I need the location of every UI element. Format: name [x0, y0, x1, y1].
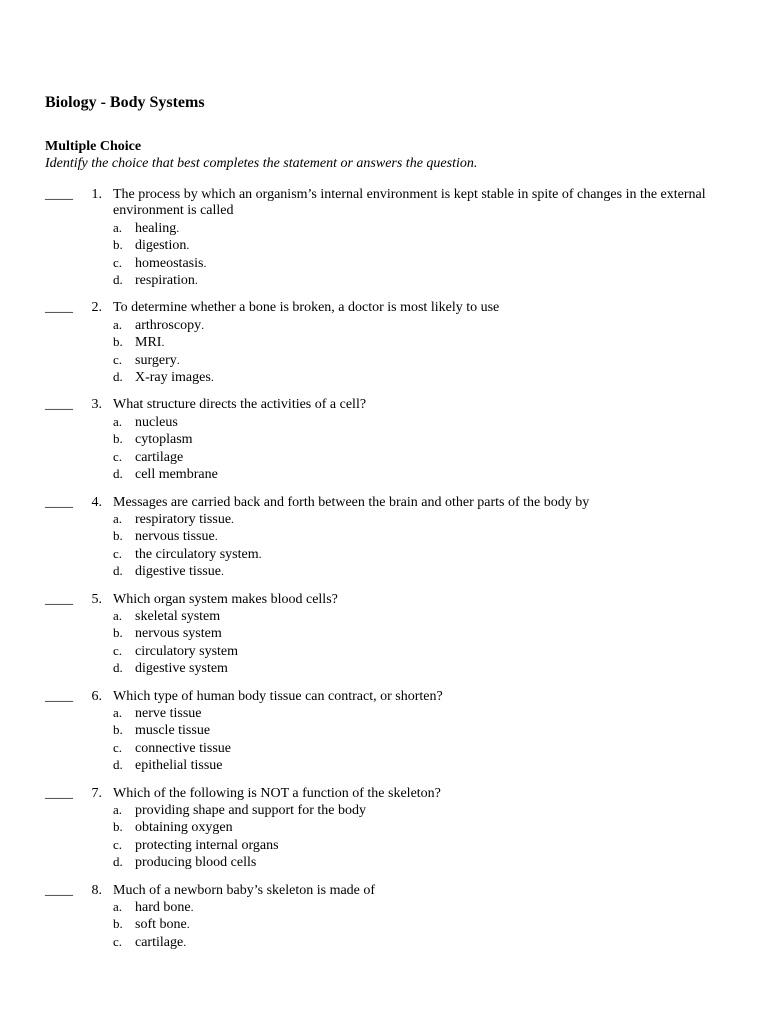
answer-option[interactable]: [113, 757, 713, 774]
option-text: [135, 563, 224, 580]
answer-option[interactable]: [113, 352, 713, 369]
option-label: MRI: [135, 335, 162, 351]
option-period: .: [176, 352, 180, 367]
answer-option[interactable]: [113, 414, 713, 431]
answer-option[interactable]: [113, 934, 713, 951]
option-letter: c.: [113, 448, 123, 464]
question-number: 6.: [91, 688, 102, 704]
option-text: [135, 431, 193, 448]
option-letter: c.: [113, 836, 123, 852]
document-title: Biology - Body Systems: [45, 94, 205, 111]
option-letter: d.: [113, 466, 123, 482]
option-period: .: [220, 564, 224, 579]
answer-blank[interactable]: ____: [45, 397, 73, 413]
option-text: [135, 854, 256, 871]
question-stem: Much of a newborn baby’s skeleton is made of: [113, 882, 376, 898]
option-period: .: [190, 900, 194, 915]
option-period: .: [183, 934, 187, 949]
option-label: connective tissue: [135, 740, 232, 756]
option-text: [135, 608, 220, 625]
question-body: [113, 495, 713, 581]
question-body: [113, 300, 713, 386]
option-list: [113, 511, 713, 581]
question-item: [0, 689, 768, 775]
option-letter: c.: [113, 739, 123, 755]
question-number: 7.: [91, 785, 102, 801]
question-item: [0, 883, 768, 952]
option-list: [113, 705, 713, 775]
question-stem: The process by which an organism’s internal environment is kept stable in spite of changes in the external environment is called: [113, 187, 706, 219]
option-label: skeletal system: [135, 608, 221, 624]
question-list: [0, 187, 768, 962]
answer-blank[interactable]: ____: [45, 785, 73, 801]
option-text: [135, 802, 366, 819]
option-letter: c.: [113, 933, 123, 949]
question-stem: What structure directs the activities of a cell?: [113, 397, 367, 413]
question-item: [0, 300, 768, 386]
option-label: muscle tissue: [135, 723, 211, 739]
answer-option[interactable]: [113, 563, 713, 580]
option-letter: d.: [113, 660, 123, 676]
option-label: respiratory tissue: [135, 511, 232, 527]
option-label: surgery: [135, 352, 177, 368]
option-text: [135, 722, 210, 739]
answer-option[interactable]: [113, 899, 713, 916]
option-period: .: [176, 220, 180, 235]
option-letter: d.: [113, 272, 123, 288]
option-label: cartilage: [135, 449, 184, 465]
section-instructions: Identify the choice that best completes the statement or answers the question.: [45, 156, 478, 171]
option-letter: b.: [113, 431, 123, 447]
question-stem: Which organ system makes blood cells?: [113, 591, 338, 607]
option-text: [135, 317, 204, 334]
option-letter: d.: [113, 369, 123, 385]
option-text: [135, 334, 164, 351]
answer-option[interactable]: [113, 431, 713, 448]
answer-option[interactable]: [113, 237, 713, 254]
option-text: [135, 352, 180, 369]
option-period: .: [258, 546, 262, 561]
option-label: nerve tissue: [135, 705, 202, 721]
question-item: [0, 786, 768, 872]
question-body: [113, 883, 713, 952]
option-text: [135, 220, 179, 237]
option-label: arthroscopy: [135, 317, 202, 333]
question-stem: Messages are carried back and forth between the brain and other parts of the body by: [113, 494, 590, 510]
option-label: X-ray images: [135, 370, 211, 386]
option-letter: a.: [113, 413, 123, 429]
answer-option[interactable]: [113, 819, 713, 836]
answer-option[interactable]: [113, 466, 713, 483]
answer-option[interactable]: [113, 449, 713, 466]
option-label: circulatory system: [135, 643, 239, 659]
option-period: .: [201, 317, 205, 332]
answer-option[interactable]: [113, 528, 713, 545]
section-heading: Multiple Choice: [45, 139, 142, 154]
option-label: nervous tissue: [135, 529, 215, 545]
question-item: [0, 397, 768, 483]
option-label: nervous system: [135, 626, 222, 642]
option-label: healing: [135, 220, 177, 236]
option-letter: c.: [113, 254, 123, 270]
question-body: [113, 187, 713, 289]
answer-blank[interactable]: ____: [45, 494, 73, 510]
question-stem: Which of the following is NOT a function of the skeleton?: [113, 785, 441, 801]
option-label: obtaining oxygen: [135, 820, 233, 836]
option-period: .: [231, 511, 235, 526]
option-text: [135, 511, 234, 528]
option-letter: a.: [113, 704, 123, 720]
question-item: [0, 495, 768, 581]
option-label: producing blood cells: [135, 855, 257, 871]
answer-option[interactable]: [113, 334, 713, 351]
option-letter: a.: [113, 219, 123, 235]
answer-option[interactable]: [113, 705, 713, 722]
option-text: [135, 272, 198, 289]
answer-blank[interactable]: ____: [45, 300, 73, 316]
answer-option[interactable]: [113, 511, 713, 528]
answer-option[interactable]: [113, 608, 713, 625]
option-letter: b.: [113, 819, 123, 835]
question-number: 5.: [91, 591, 102, 607]
option-text: [135, 837, 279, 854]
option-list: [113, 220, 713, 290]
option-label: nucleus: [135, 414, 178, 430]
question-number: 4.: [91, 494, 102, 510]
question-body: [113, 397, 713, 483]
answer-option[interactable]: [113, 916, 713, 933]
option-letter: c.: [113, 351, 123, 367]
option-letter: a.: [113, 510, 123, 526]
answer-option[interactable]: [113, 272, 713, 289]
option-list: [113, 317, 713, 387]
option-label: digestion: [135, 238, 187, 254]
option-list: [113, 802, 713, 872]
option-text: [135, 916, 190, 933]
question-stem: Which type of human body tissue can contract, or shorten?: [113, 688, 443, 704]
question-item: [0, 187, 768, 289]
option-text: [135, 466, 218, 483]
answer-blank[interactable]: ____: [45, 187, 73, 202]
option-letter: a.: [113, 607, 123, 623]
option-text: [135, 625, 222, 642]
question-body: [113, 786, 713, 872]
answer-option[interactable]: [113, 255, 713, 272]
option-letter: b.: [113, 237, 123, 253]
option-letter: b.: [113, 528, 123, 544]
option-text: [135, 819, 233, 836]
option-letter: b.: [113, 722, 123, 738]
option-letter: b.: [113, 625, 123, 641]
option-letter: a.: [113, 316, 123, 332]
option-text: [135, 369, 214, 386]
option-text: [135, 705, 201, 722]
question-body: [113, 592, 713, 678]
option-letter: b.: [113, 334, 123, 350]
option-label: hard bone: [135, 900, 191, 916]
option-text: [135, 237, 189, 254]
question-body: [113, 689, 713, 775]
option-label: protecting internal organs: [135, 837, 279, 853]
option-label: providing shape and support for the body: [135, 803, 366, 818]
answer-option[interactable]: [113, 369, 713, 386]
answer-blank[interactable]: ____: [45, 591, 73, 607]
answer-option[interactable]: [113, 643, 713, 660]
option-period: .: [203, 255, 207, 270]
option-text: [135, 740, 231, 757]
answer-option[interactable]: [113, 220, 713, 237]
option-period: .: [161, 335, 165, 350]
question-number: 8.: [91, 882, 102, 898]
option-label: the circulatory system: [135, 546, 259, 562]
question-number: 3.: [91, 397, 102, 413]
answer-option[interactable]: [113, 660, 713, 677]
option-text: [135, 660, 228, 677]
answer-option[interactable]: [113, 854, 713, 871]
option-text: [135, 899, 194, 916]
option-list: [113, 414, 713, 484]
answer-option[interactable]: [113, 740, 713, 757]
option-label: respiration: [135, 273, 195, 289]
answer-option[interactable]: [113, 802, 713, 819]
option-letter: d.: [113, 854, 123, 870]
option-letter: a.: [113, 899, 123, 915]
option-label: digestive tissue: [135, 564, 221, 580]
option-letter: b.: [113, 916, 123, 932]
answer-option[interactable]: [113, 625, 713, 642]
answer-option[interactable]: [113, 722, 713, 739]
option-text: [135, 546, 262, 563]
option-label: cartilage: [135, 934, 184, 950]
option-letter: d.: [113, 757, 123, 773]
option-period: .: [210, 370, 214, 385]
question-stem: To determine whether a bone is broken, a doctor is most likely to use: [113, 300, 500, 316]
option-letter: c.: [113, 545, 123, 561]
option-text: [135, 934, 186, 951]
option-text: [135, 255, 206, 272]
option-text: [135, 757, 222, 774]
question-number: 1.: [91, 187, 102, 202]
option-period: .: [186, 917, 190, 932]
answer-option[interactable]: [113, 837, 713, 854]
option-label: cytoplasm: [135, 432, 193, 448]
option-label: digestive system: [135, 661, 228, 677]
option-letter: a.: [113, 802, 123, 817]
option-text: [135, 449, 183, 466]
option-list: [113, 899, 713, 951]
answer-option[interactable]: [113, 317, 713, 334]
option-label: epithelial tissue: [135, 758, 223, 774]
option-label: soft bone: [135, 917, 187, 933]
option-period: .: [194, 273, 198, 288]
option-period: .: [214, 529, 218, 544]
option-label: cell membrane: [135, 467, 218, 483]
option-list: [113, 608, 713, 678]
option-text: [135, 414, 178, 431]
option-letter: d.: [113, 563, 123, 579]
question-number: 2.: [91, 300, 102, 316]
option-text: [135, 643, 238, 660]
option-label: homeostasis: [135, 255, 204, 271]
answer-option[interactable]: [113, 546, 713, 563]
question-item: [0, 592, 768, 678]
answer-blank[interactable]: ____: [45, 688, 73, 704]
option-period: .: [186, 238, 190, 253]
option-letter: c.: [113, 642, 123, 658]
option-text: [135, 528, 218, 545]
answer-blank[interactable]: ____: [45, 882, 73, 898]
